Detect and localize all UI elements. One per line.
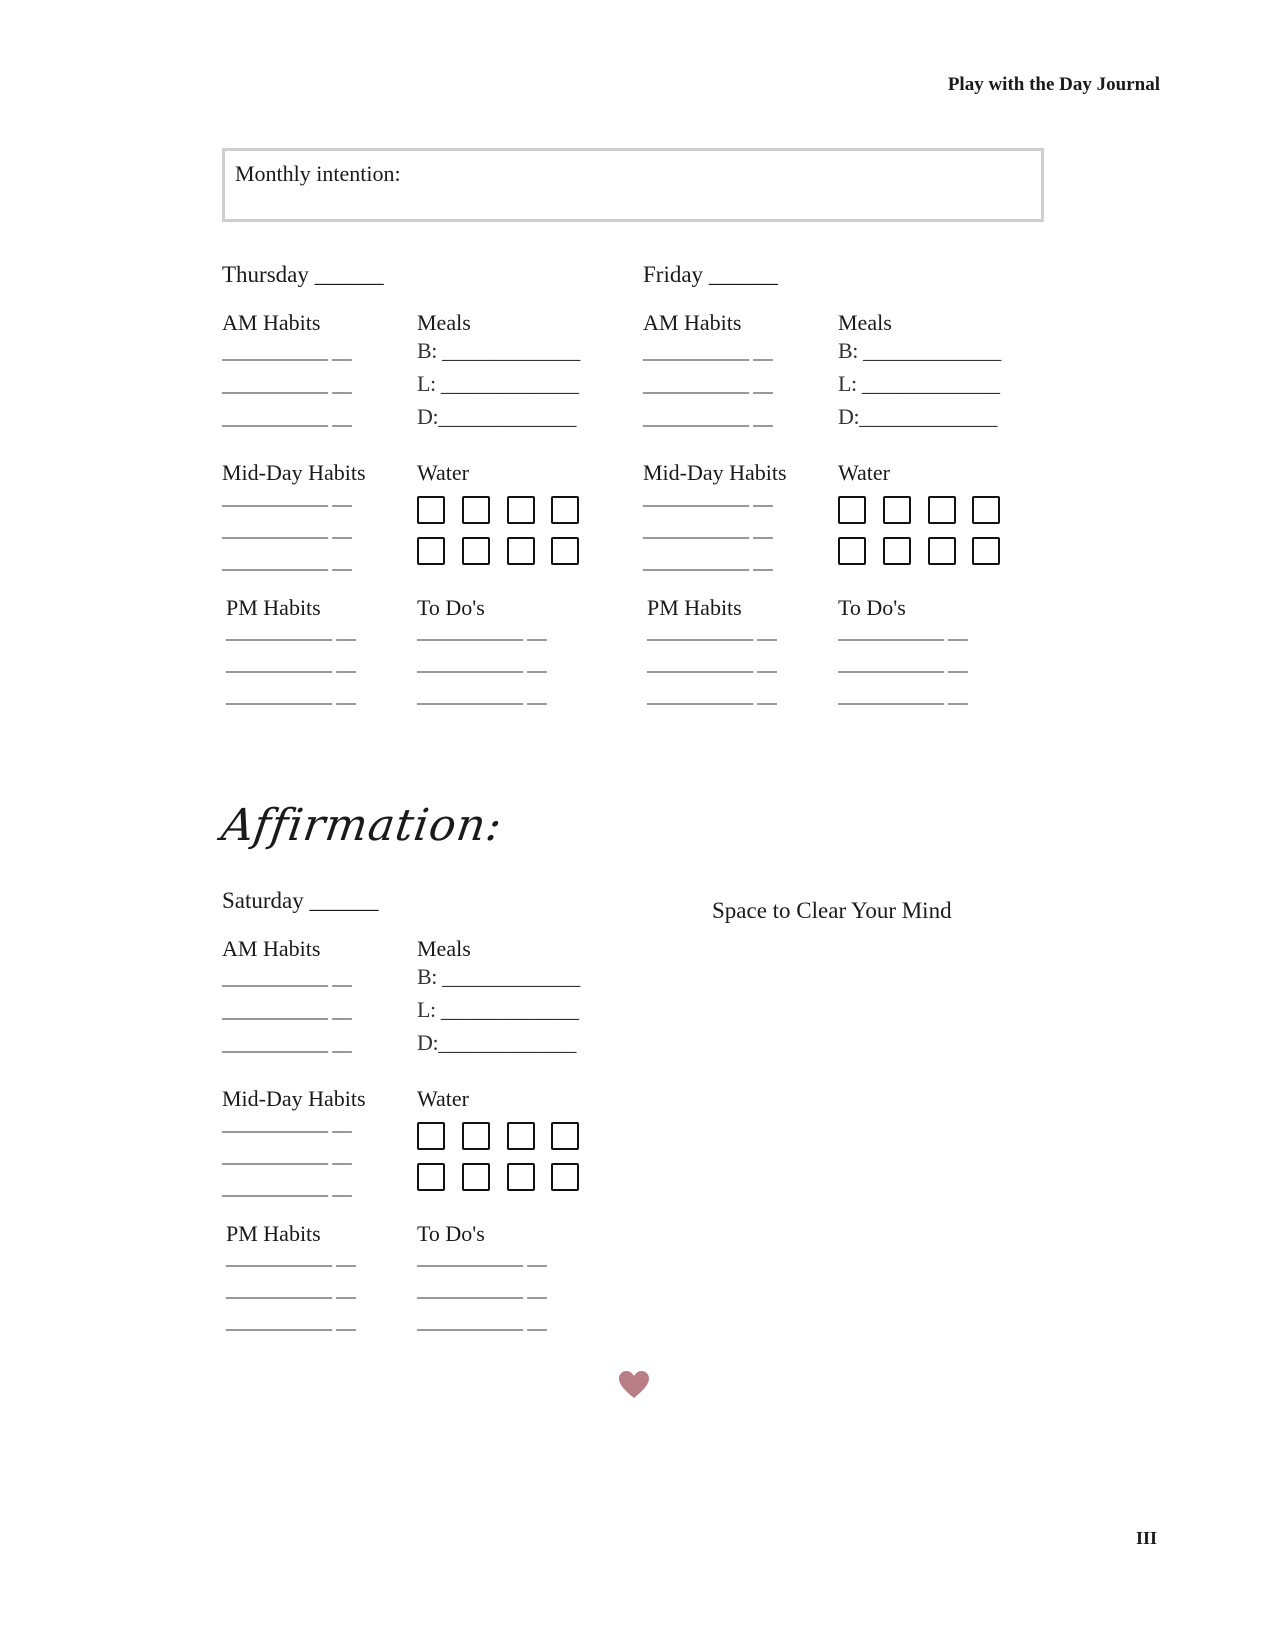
meal-dinner-line[interactable]: D:_____________ [838, 404, 998, 429]
am-habit-line[interactable]: ___________ __ [643, 374, 773, 396]
water-checkbox[interactable] [551, 1163, 579, 1191]
pm-habits-label: PM Habits [647, 595, 742, 620]
midday-habit-line[interactable]: ___________ __ [222, 519, 352, 541]
todo-line[interactable]: ___________ __ [838, 621, 968, 643]
midday-habit-line[interactable]: ___________ __ [222, 1113, 352, 1135]
day-date-blank[interactable]: ______ [314, 262, 384, 287]
water-checkbox[interactable] [838, 537, 866, 565]
am-habits-label: AM Habits [222, 310, 321, 335]
todos-label: To Do's [417, 595, 485, 620]
journal-title: Play with the Day Journal [947, 74, 1160, 95]
water-label: Water [417, 460, 469, 485]
pm-habit-line[interactable]: ___________ __ [226, 1247, 356, 1269]
water-checkbox[interactable] [928, 537, 956, 565]
water-checkbox[interactable] [838, 496, 866, 524]
midday-habits-label: Mid-Day Habits [222, 1086, 366, 1111]
meal-breakfast-line[interactable]: B: _____________ [838, 338, 1001, 363]
water-checkbox[interactable] [972, 496, 1000, 524]
water-checkbox[interactable] [462, 1122, 490, 1150]
pm-habits-label: PM Habits [226, 1221, 321, 1246]
water-checkbox[interactable] [417, 1163, 445, 1191]
pm-habit-line[interactable]: ___________ __ [647, 685, 777, 707]
day-date-blank[interactable]: ______ [708, 262, 778, 287]
water-checkbox[interactable] [417, 496, 445, 524]
am-habit-line[interactable]: ___________ __ [222, 374, 352, 396]
midday-habit-line[interactable]: ___________ __ [222, 1145, 352, 1167]
am-habit-line[interactable]: ___________ __ [222, 1033, 352, 1055]
todo-line[interactable]: ___________ __ [417, 685, 547, 707]
pm-habit-line[interactable]: ___________ __ [226, 621, 356, 643]
meal-breakfast-line[interactable]: B: _____________ [417, 338, 580, 363]
space-to-clear-area[interactable] [690, 940, 1050, 1360]
water-checkbox[interactable] [551, 1122, 579, 1150]
day-name: Thursday [222, 262, 309, 287]
midday-habit-line[interactable]: ___________ __ [222, 551, 352, 573]
day-name: Friday [643, 262, 704, 287]
meals-label: Meals [417, 936, 471, 961]
am-habit-line[interactable]: ___________ __ [643, 341, 773, 363]
pm-habit-line[interactable]: ___________ __ [226, 653, 356, 675]
day-title [222, 888, 379, 914]
day-title [222, 262, 384, 288]
todo-line[interactable]: ___________ __ [417, 1311, 547, 1333]
am-habit-line[interactable]: ___________ __ [643, 407, 773, 429]
midday-habits-label: Mid-Day Habits [222, 460, 366, 485]
midday-habit-line[interactable]: ___________ __ [643, 487, 773, 509]
pm-habit-line[interactable]: ___________ __ [226, 1279, 356, 1301]
am-habits-label: AM Habits [643, 310, 742, 335]
pm-habit-line[interactable]: ___________ __ [226, 685, 356, 707]
midday-habit-line[interactable]: ___________ __ [643, 551, 773, 573]
heart-icon [618, 1370, 650, 1400]
am-habit-line[interactable]: ___________ __ [222, 967, 352, 989]
monthly-intention-box[interactable] [222, 148, 1044, 222]
day-name: Saturday [222, 888, 304, 913]
pm-habit-line[interactable]: ___________ __ [647, 621, 777, 643]
water-checkbox[interactable] [507, 1122, 535, 1150]
water-checkbox[interactable] [883, 496, 911, 524]
midday-habits-label: Mid-Day Habits [643, 460, 787, 485]
water-label: Water [838, 460, 890, 485]
am-habit-line[interactable]: ___________ __ [222, 1000, 352, 1022]
am-habit-line[interactable]: ___________ __ [222, 407, 352, 429]
water-label: Water [417, 1086, 469, 1111]
todo-line[interactable]: ___________ __ [838, 685, 968, 707]
water-checkbox[interactable] [972, 537, 1000, 565]
midday-habit-line[interactable]: ___________ __ [643, 519, 773, 541]
am-habit-line[interactable]: ___________ __ [222, 341, 352, 363]
meal-lunch-line[interactable]: L: _____________ [417, 371, 579, 396]
space-to-clear-title: Space to Clear Your Mind [712, 898, 952, 923]
water-checkbox[interactable] [883, 537, 911, 565]
todo-line[interactable]: ___________ __ [417, 653, 547, 675]
water-checkbox[interactable] [417, 1122, 445, 1150]
page-number: III [1135, 1528, 1157, 1548]
water-checkbox[interactable] [462, 496, 490, 524]
day-date-blank[interactable]: ______ [309, 888, 379, 913]
todo-line[interactable]: ___________ __ [417, 621, 547, 643]
todo-line[interactable]: ___________ __ [417, 1279, 547, 1301]
affirmation-title: Affirmation: [218, 800, 506, 851]
water-checkbox[interactable] [551, 537, 579, 565]
pm-habit-line[interactable]: ___________ __ [647, 653, 777, 675]
meal-lunch-line[interactable]: L: _____________ [417, 997, 579, 1022]
monthly-intention-label: Monthly intention: [235, 161, 401, 186]
am-habits-label: AM Habits [222, 936, 321, 961]
day-title [643, 262, 778, 288]
midday-habit-line[interactable]: ___________ __ [222, 487, 352, 509]
pm-habit-line[interactable]: ___________ __ [226, 1311, 356, 1333]
water-checkbox[interactable] [462, 1163, 490, 1191]
water-checkbox[interactable] [507, 1163, 535, 1191]
water-checkbox[interactable] [507, 496, 535, 524]
todos-label: To Do's [838, 595, 906, 620]
pm-habits-label: PM Habits [226, 595, 321, 620]
todo-line[interactable]: ___________ __ [417, 1247, 547, 1269]
meal-lunch-line[interactable]: L: _____________ [838, 371, 1000, 396]
meals-label: Meals [417, 310, 471, 335]
meal-dinner-line[interactable]: D:_____________ [417, 1030, 577, 1055]
meals-label: Meals [838, 310, 892, 335]
water-checkbox[interactable] [417, 537, 445, 565]
meal-dinner-line[interactable]: D:_____________ [417, 404, 577, 429]
meal-breakfast-line[interactable]: B: _____________ [417, 964, 580, 989]
water-checkbox[interactable] [551, 496, 579, 524]
water-checkbox[interactable] [462, 537, 490, 565]
todos-label: To Do's [417, 1221, 485, 1246]
todo-line[interactable]: ___________ __ [838, 653, 968, 675]
water-checkbox[interactable] [928, 496, 956, 524]
midday-habit-line[interactable]: ___________ __ [222, 1177, 352, 1199]
water-checkbox[interactable] [507, 537, 535, 565]
